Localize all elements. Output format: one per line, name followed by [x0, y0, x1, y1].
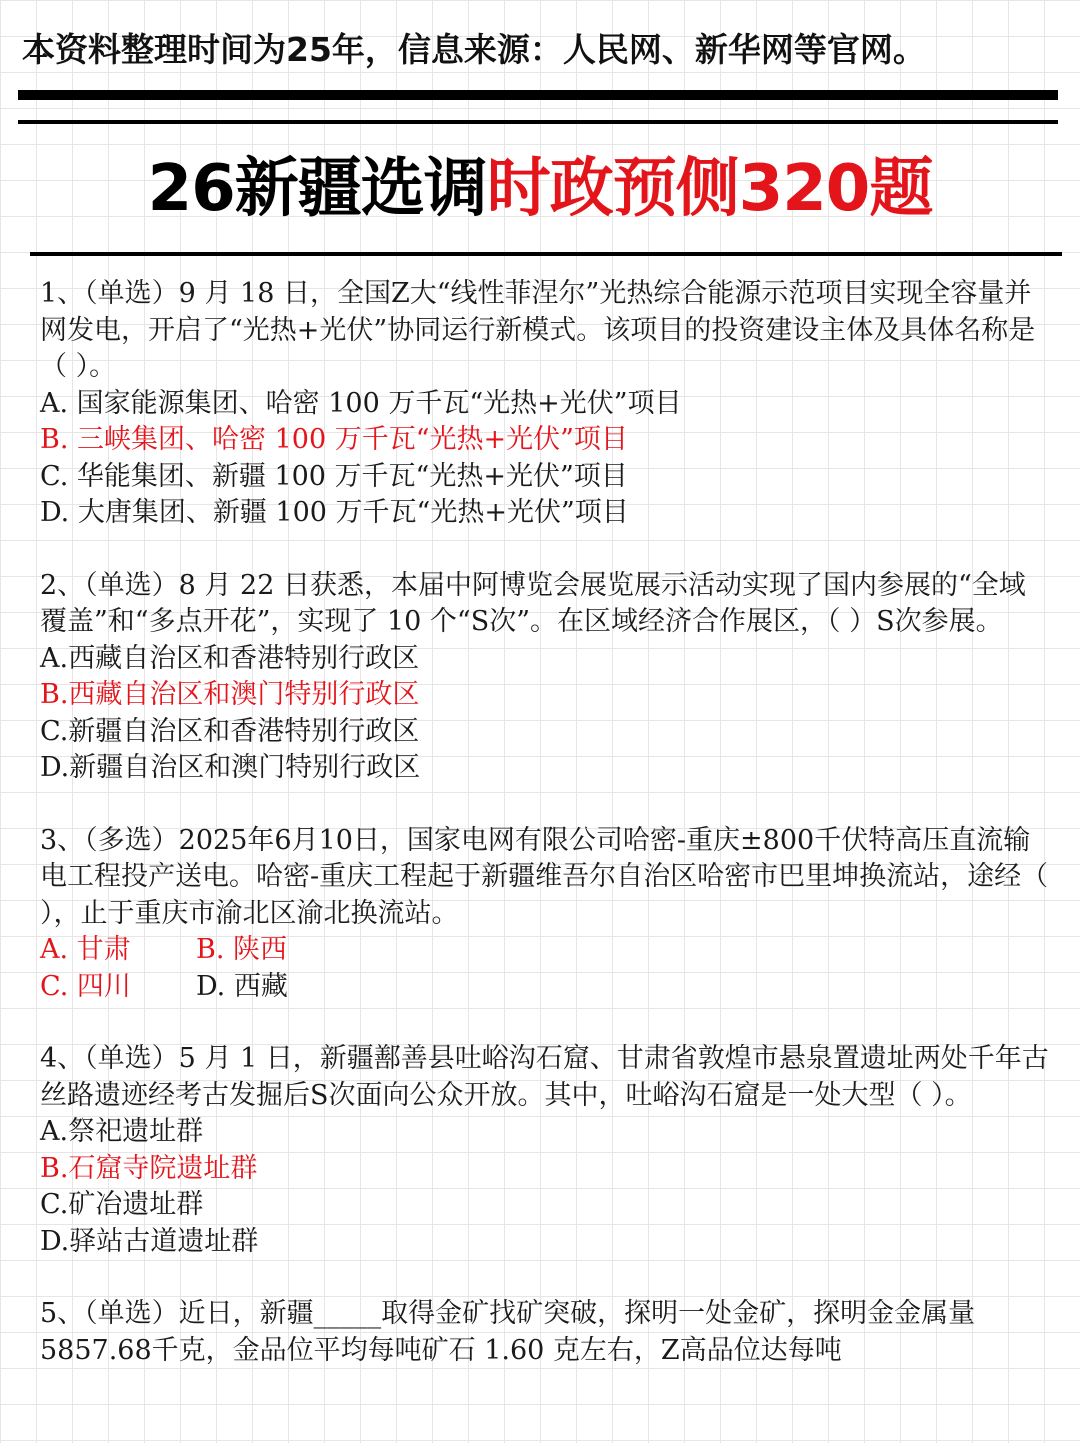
title-red-part: 时政预侧320题: [486, 152, 933, 226]
option-d: D.新疆自治区和澳门特别行政区: [40, 752, 421, 783]
option-d: D.驿站古道遗址群: [40, 1225, 259, 1257]
question-4: [40, 1041, 1050, 1260]
title-divider: [30, 252, 1062, 256]
option-a: A.西藏自治区和香港特别行政区: [40, 642, 420, 674]
option-a-answer: A. 甘肃: [40, 934, 131, 965]
option-d: D. 大唐集团、新疆 100 万千瓦“光热+光伏”项目: [40, 497, 629, 528]
option-b-answer: B. 陕西: [196, 934, 288, 965]
option-row: [40, 932, 1050, 969]
question-stem: 3、（多选）2025年6月10日，国家电网有限公司哈密-重庆±800千伏特高压直流输电工程投产送电。哈密-重庆工程起于新疆维吾尔自治区哈密市巴里坤换流站，途经（ ），止于重庆市渝北区渝北换流站。: [40, 824, 1049, 929]
title-black-part: 26新疆选调: [147, 152, 487, 226]
option-c-answer: C. 四川: [40, 970, 131, 1002]
option-b-answer: B.西藏自治区和澳门特别行政区: [40, 679, 420, 710]
question-3: [40, 823, 1050, 1006]
question-stem: 4、（单选）5 月 1 日，新疆鄯善县吐峪沟石窟、甘肃省敦煌市悬泉置遗址两处千年古丝路遗迹经考古发掘后S次面向公众开放。其中，吐峪沟石窟是一处大型（ ）。: [40, 1043, 1049, 1111]
option-b-answer: B. 三峡集团、哈密 100 万千瓦“光热+光伏”项目: [40, 424, 628, 455]
option-c: C.矿冶遗址群: [40, 1189, 204, 1220]
option-c: C.新疆自治区和香港特别行政区: [40, 715, 420, 747]
source-notice: 本资料整理时间为25年，信息来源：人民网、新华网等官网。: [22, 30, 926, 69]
page-title: [0, 146, 1080, 232]
top-thick-divider: [18, 90, 1058, 100]
option-row: [40, 969, 1050, 1006]
question-2: [40, 568, 1050, 787]
question-stem: 1、（单选）9 月 18 日，全国Z大“线性菲涅尔”光热综合能源示范项目实现全容量并网发电，开启了“光热+光伏”协同运行新模式。该项目的投资建设主体及具体名称是（ ）。: [40, 278, 1036, 382]
option-d: D. 西藏: [196, 970, 288, 1002]
question-stem: 2、（单选）8 月 22 日获悉，本届中阿博览会展览展示活动实现了国内参展的“全域覆盖”和“多点开花”，实现了 10 个“S次”。在区域经济合作展区，（ ）S次参展。: [40, 569, 1026, 637]
question-list: [40, 276, 1050, 1405]
option-a: A.祭祀遗址群: [40, 1116, 204, 1147]
question-stem: 5、（单选）近日，新疆_____取得金矿找矿突破，探明一处金矿，探明金金属量 5857.68千克，金品位平均每吨矿石 1.60 克左右，Z高品位达每吨: [40, 1298, 976, 1366]
option-b-answer: B.石窟寺院遗址群: [40, 1152, 258, 1184]
option-c: C. 华能集团、新疆 100 万千瓦“光热+光伏”项目: [40, 460, 628, 492]
top-thin-divider: [18, 120, 1058, 124]
question-5: [40, 1296, 1050, 1369]
option-a: A. 国家能源集团、哈密 100 万千瓦“光热+光伏”项目: [40, 387, 682, 419]
question-1: [40, 276, 1050, 532]
